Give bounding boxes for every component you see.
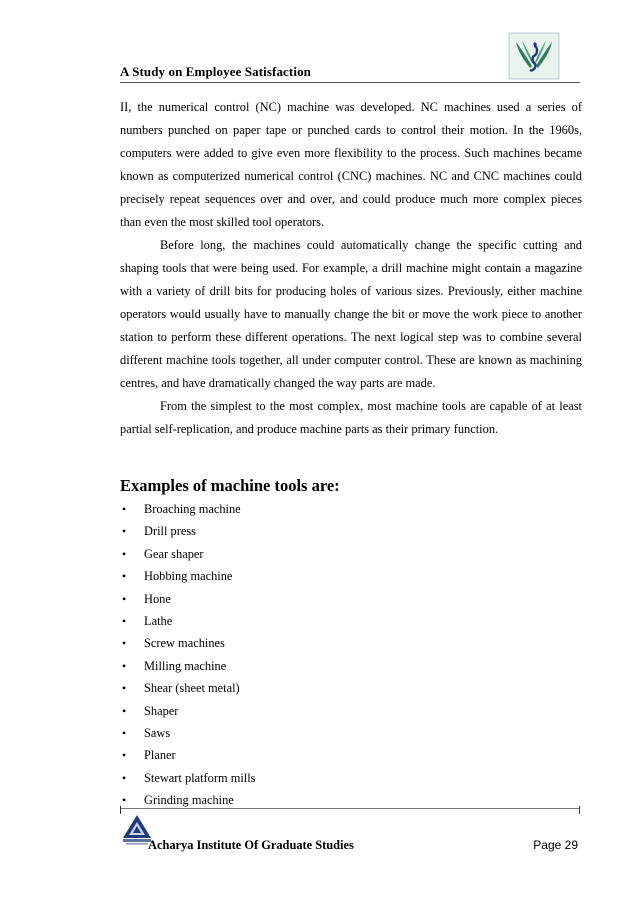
bullet-icon: • bbox=[122, 613, 127, 628]
list-item bbox=[120, 498, 256, 520]
list-item-label: Shear (sheet metal) bbox=[144, 681, 240, 696]
footer-divider-right-tick bbox=[579, 806, 580, 814]
section-heading: Examples of machine tools are: bbox=[120, 476, 340, 495]
paragraph-continuation: II, the numerical control (NC) machine was developed. NC machines used a series of numbers punched on paper tape or punched cards to control their motion. In the 1960s, computers were added to give even more flexibility to the process. Such machines became known as computerized numerical control (CNC) machines. NC and CNC machines could precisely repeat sequences over and over, and could produce much more complex pieces than even the most skilled tool operators. bbox=[120, 100, 582, 229]
running-header-title: A Study on Employee Satisfaction bbox=[120, 64, 312, 79]
bullet-icon: • bbox=[122, 725, 127, 740]
list-item-label: Screw machines bbox=[144, 636, 225, 651]
list-item bbox=[120, 767, 256, 789]
bullet-icon: • bbox=[122, 748, 127, 763]
bullet-icon: • bbox=[122, 546, 127, 561]
bullet-icon: • bbox=[122, 681, 127, 696]
list-item bbox=[120, 520, 256, 542]
list-item bbox=[120, 700, 256, 722]
machine-tools-list bbox=[120, 498, 256, 811]
list-item-label: Saws bbox=[144, 725, 171, 740]
list-item-label: Hone bbox=[144, 591, 171, 606]
body-text bbox=[120, 96, 582, 441]
list-item-label: Stewart platform mills bbox=[144, 770, 256, 785]
list-item bbox=[120, 744, 256, 766]
footer-institute-name: Acharya Institute Of Graduate Studies bbox=[148, 838, 354, 852]
list-item-label: Grinding machine bbox=[144, 793, 234, 808]
list-item bbox=[120, 610, 256, 632]
bullet-icon: • bbox=[122, 569, 127, 584]
list-item-label: Lathe bbox=[144, 613, 173, 628]
list-item-label: Gear shaper bbox=[144, 546, 204, 561]
paragraph-self-replication: From the simplest to the most complex, most machine tools are capable of at least partial self-replication, and produce machine parts as their primary function. bbox=[120, 399, 582, 436]
list-item bbox=[120, 655, 256, 677]
list-item-label: Planer bbox=[144, 748, 176, 763]
bullet-icon: • bbox=[122, 658, 127, 673]
list-item-label: Shaper bbox=[144, 703, 179, 718]
bullet-icon: • bbox=[122, 591, 127, 606]
page-number: Page 29 bbox=[533, 838, 578, 852]
list-item bbox=[120, 543, 256, 565]
bullet-icon: • bbox=[122, 703, 127, 718]
bullet-icon: • bbox=[122, 636, 127, 651]
header-divider bbox=[120, 82, 580, 83]
paragraph-tool-changing: Before long, the machines could automatically change the specific cutting and shaping tools that were being used. For example, a drill machine might contain a magazine with a variety of drill bits for producing holes of various sizes. Previously, either machine operators would usually have to manually change the bit or move the work piece to another station to perform these different operations. The next logical step was to combine several different machine tools together, all under computer control. These are known as machining centres, and have dramatically changed the way parts are made. bbox=[120, 238, 582, 390]
bullet-icon: • bbox=[122, 770, 127, 785]
list-item-label: Broaching machine bbox=[144, 502, 241, 516]
list-item bbox=[120, 588, 256, 610]
footer-divider bbox=[120, 808, 580, 809]
list-item-label: Drill press bbox=[144, 524, 196, 539]
list-item bbox=[120, 632, 256, 654]
bullet-icon: • bbox=[122, 524, 127, 539]
list-item bbox=[120, 722, 256, 744]
list-item-label: Hobbing machine bbox=[144, 569, 233, 584]
list-item bbox=[120, 677, 256, 699]
institute-logo-icon bbox=[508, 32, 560, 80]
bullet-icon: • bbox=[122, 502, 127, 516]
list-item bbox=[120, 565, 256, 587]
bullet-icon: • bbox=[122, 793, 127, 808]
list-item-label: Milling machine bbox=[144, 658, 227, 673]
